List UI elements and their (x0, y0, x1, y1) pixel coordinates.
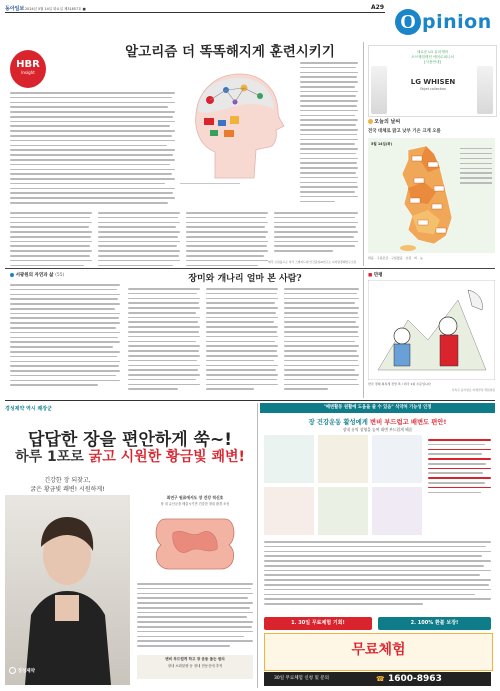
bowel-ad-headline (260, 417, 495, 426)
hbr-badge (10, 50, 46, 88)
section-title: pinion (422, 11, 492, 33)
second-article-col3 (284, 288, 359, 394)
lg-ad-line-1: 새로운 LG 퓨리케어 (416, 50, 449, 54)
byline: 에릭 브린욜프슨 미국 스탠퍼드대 인간중심AI연구소 디지털경제연구소장 (268, 260, 357, 264)
legend-mostly-cloudy: 구름많음 (391, 256, 403, 260)
figure-caption (180, 183, 295, 186)
lg-brand-sub: Objet collection (419, 87, 447, 91)
second-row-headline: 장미와 개나리 얼마 본 사람? (188, 274, 302, 284)
bowel-headline-b: 변비 부드럽고 배변도 편안! (369, 419, 447, 426)
ad-bottom-note-1: 변비 부드럽게 하고 장 운동 돕는 원리 (165, 657, 225, 661)
ad-headline-2a: 하루 1포로 (15, 449, 89, 465)
company-logo-text: 경성제약 (17, 669, 35, 674)
bowel-ad-sub: 장내 유익 창영을 높여 대변 부드럽게 해줌 (342, 427, 413, 432)
legend-snow: 눈 (420, 256, 423, 260)
ad-headline-2 (5, 446, 255, 466)
weather-map (368, 138, 495, 253)
ad-model-photo (5, 495, 130, 685)
weather-legend: 맑음 · 구름조금 · 구름많음 · 흐림 · 비 · 눈 (368, 256, 423, 260)
lg-product-image (371, 66, 387, 114)
ad-body-text (137, 583, 253, 653)
column-illustration (180, 60, 295, 183)
lg-product-image-2 (477, 66, 493, 114)
ad-sub-1: 긴강한 장 되찾고, (44, 477, 91, 484)
company-logo-icon (9, 667, 16, 674)
page-number: A29 (371, 4, 384, 11)
second-article-col1 (128, 288, 200, 394)
bowel-ad-top-banner: "배변활동 원활에 도움을 줄 수 있음" 식약처 기능성 인정 (260, 403, 495, 413)
legend-partly: 구름조금 (376, 256, 389, 260)
hbr-badge-sub: Insight (21, 70, 35, 75)
ad-logo (9, 667, 35, 674)
section-initial: O (400, 11, 416, 33)
cartoon-drawing (368, 280, 495, 380)
free-trial-label: 무료체험 (351, 642, 406, 658)
sun-icon (368, 119, 373, 124)
lg-ad-line-3: [사용안내] (424, 60, 441, 64)
masthead (5, 5, 495, 45)
benefit-2: 2. 100% 환불 보장! (378, 617, 491, 630)
bowel-headline-a: 장 건강운동 활성에게 (308, 419, 370, 426)
gut-health-ad[interactable] (5, 403, 255, 688)
ad-headline-1: 답답한 장을 편안하게 쑥~! (28, 430, 232, 450)
cartoon-title (368, 272, 383, 278)
weather-right-table (460, 148, 492, 238)
lg-brand: LG WHISEN (410, 78, 456, 86)
legend-rain: 비 (414, 256, 418, 260)
bowel-ad-body (264, 541, 491, 613)
nature-column-number: (55) (55, 273, 65, 278)
main-headline: 알고리즘 더 똑똑해지게 훈련시키기 (125, 44, 335, 60)
weather-date: 5월 14일(화) (371, 142, 393, 146)
nature-column-label (10, 272, 120, 278)
product-photos (264, 435, 491, 535)
opinion-o-circle (395, 9, 421, 35)
phone-number: 1600-8963 (388, 674, 442, 684)
legend-clear: 맑음 (368, 256, 374, 260)
nature-column-title: 서광원의 자연과 삶 (15, 273, 54, 278)
phone-bar-label: 30일 무료체험 신청 및 문의 (274, 676, 329, 681)
ad-sub-2: 굵은 황금빛 쾌변! 시원하게! (30, 486, 105, 493)
main-article-body (10, 92, 175, 212)
weather-subtitle: 전국 대체로 맑고 낮부 기온 크게 오름 (368, 129, 441, 134)
paper-name: 동아일보 (5, 6, 25, 12)
lg-ad-line-2: 오브제컬렉션 에어로퍼니처 (411, 55, 454, 59)
phone-bar[interactable] (264, 672, 491, 686)
benefit-1: 1. 30일 무료체험 기회! (264, 617, 372, 630)
cartoon-title-text: 만평 (373, 273, 383, 278)
ad-bottom-note-2: 장내 소화불량 동 장내 현동증에 추적 (167, 664, 223, 668)
bowel-ad[interactable] (260, 403, 495, 688)
ad-bottom-note (137, 655, 253, 679)
date-line: 2024년 5월 14일 화요일 제31857호 ■ (25, 6, 86, 11)
ad-caption-2: 장 내 유산균을 배출시키면 건강한 장내 환경 조성 (160, 502, 230, 506)
hbr-badge-title: HBR (16, 59, 40, 70)
bowel-ad-list (428, 439, 491, 533)
phone-icon: ☎ (376, 675, 385, 683)
main-article-body-right (300, 62, 358, 212)
ad-headline-2b: 굵고 시원한 황금빛 쾌변! (88, 449, 245, 465)
nature-column-body (10, 284, 120, 394)
lg-ad[interactable] (368, 45, 497, 117)
free-trial-box[interactable] (264, 633, 493, 671)
weather-title: 오늘의 날씨 (374, 119, 401, 125)
cartoon-author: 서복우 동아일보 미래전략 객원위원 (451, 388, 495, 392)
cartoon-caption: 한국 경제 회복세 전망 쏙 / 외국 1위 수준입니다 (368, 382, 431, 386)
ad-intestine-illustration (145, 509, 245, 579)
cartoon-box (368, 272, 495, 396)
legend-cloudy: 흐림 (405, 256, 412, 260)
weather-title-row (368, 118, 495, 126)
second-article-col2 (206, 288, 278, 394)
ad-caption-1: 최연구 원료에서도 장 건강 적신호 (166, 495, 224, 500)
opinion-logo (395, 5, 495, 45)
ad-brand-line: 경성제약 역시 쾌장군 (5, 406, 52, 412)
column-dot-icon (10, 273, 14, 277)
cartoon-logo-icon: ■ (368, 273, 373, 278)
